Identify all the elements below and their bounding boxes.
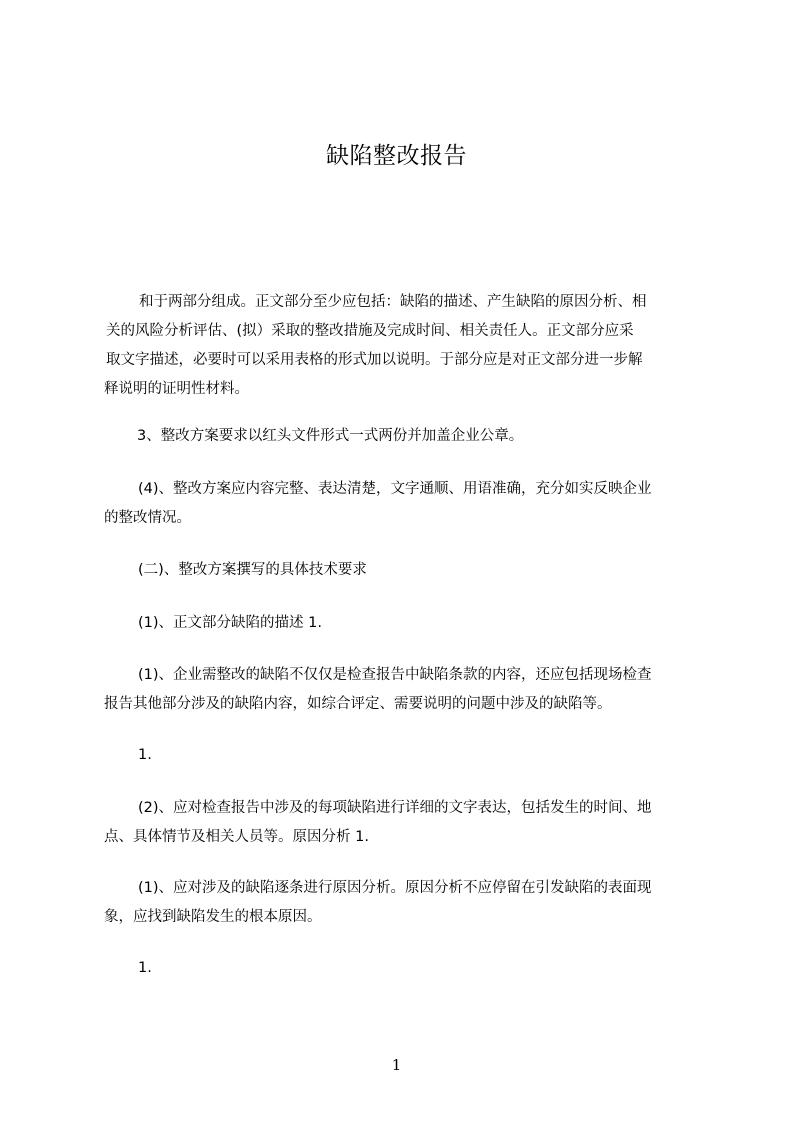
- paragraph-line: (二)、整改方案撰写的具体技术要求: [138, 562, 367, 578]
- document-title: 缺陷整改报告: [326, 143, 467, 169]
- paragraph-line: 关的风险分析评估、(拟）采取的整改措施及完成时间、相关责任人。正文部分应采: [106, 323, 634, 339]
- paragraph-item-3: [137, 422, 523, 451]
- paragraph-num-1b: [138, 954, 152, 983]
- paragraph-line: 取文字描述，必要时可以采用表格的形式加以说明。于部分应是对正文部分进一步解: [106, 352, 643, 368]
- section-heading-2: [138, 556, 367, 585]
- paragraph-line: 1.: [138, 960, 152, 976]
- paragraph-line: 象，应找到缺陷发生的根本原因。: [104, 909, 322, 925]
- paragraph-line: 点、具体情节及相关人员等。原因分析 1.: [104, 829, 369, 845]
- paragraph-line: (1)、企业需整改的缺陷不仅仅是检查报告中缺陷条款的内容，还应包括现场检查: [138, 667, 652, 683]
- paragraph-line: (2)、应对检查报告中涉及的每项缺陷进行详细的文字表达，包括发生的时间、地: [138, 800, 652, 816]
- paragraph-line: (1)、应对涉及的缺陷逐条进行原因分析。原因分析不应停留在引发缺陷的表面现: [138, 880, 652, 896]
- paragraph-line: 1.: [138, 747, 152, 763]
- paragraph-num-1a: [138, 741, 152, 770]
- page-number: 1: [391, 1056, 402, 1074]
- paragraph-item-1b: [104, 661, 652, 719]
- paragraph-line: 3、整改方案要求以红头文件形式一式两份并加盖企业公章。: [137, 428, 524, 444]
- paragraph-line: 释说明的证明性材料。: [104, 381, 249, 397]
- paragraph-line: 报告其他部分涉及的缺陷内容，如综合评定、需要说明的问题中涉及的缺陷等。: [104, 696, 612, 712]
- paragraph-line: (4)、整改方案应内容完整、表达清楚，文字通顺、用语准确，充分如实反映企业: [138, 481, 652, 497]
- paragraph-line: 和于两部分组成。正文部分至少应包括：缺陷的描述、产生缺陷的原因分析、相: [139, 294, 647, 310]
- paragraph-item-1c: [104, 874, 652, 932]
- paragraph-item-4: [104, 475, 652, 533]
- paragraph-line: 的整改情况。: [104, 510, 191, 526]
- paragraph-item-1a: [138, 609, 322, 638]
- paragraph-intro: [104, 288, 647, 404]
- paragraph-line: (1)、正文部分缺陷的描述 1.: [138, 615, 322, 631]
- paragraph-item-2a: [104, 794, 652, 852]
